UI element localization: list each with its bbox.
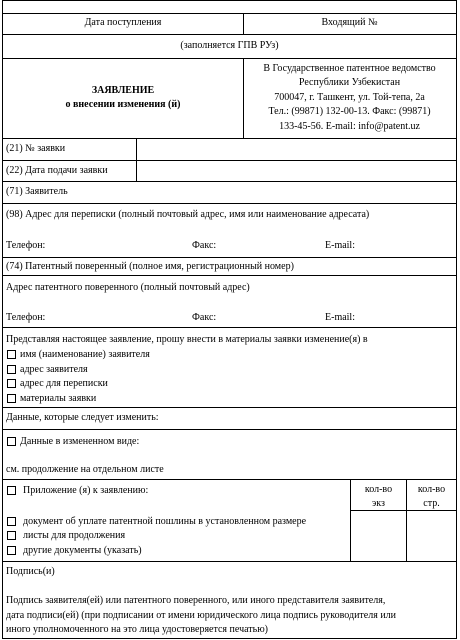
row-divider <box>3 58 456 59</box>
email-label: E-mail: <box>325 312 355 323</box>
signature-label: Подпись(и) <box>6 566 55 577</box>
application-form <box>2 0 457 639</box>
addressee-line: 133-45-56. E-mail: info@patent.uz <box>279 121 420 132</box>
signature-note: Подпись заявителя(ей) или патентного поверенного, или иного представителя заявителя, <box>6 595 386 606</box>
form-subtitle: о внесении изменения (й) <box>65 99 181 110</box>
filing-date-label: (22) Дата подачи заявки <box>6 165 108 176</box>
fax-label: Факс: <box>192 240 217 251</box>
option-label: адрес для переписки <box>20 378 108 389</box>
phone-label: Телефон: <box>6 312 46 323</box>
fax-label: Факс: <box>192 312 217 323</box>
phone-label: Телефон: <box>6 240 46 251</box>
correspondence-address-checkbox[interactable] <box>7 379 16 388</box>
fee-document-checkbox[interactable] <box>7 517 16 526</box>
copies-header: кол-во <box>364 484 393 495</box>
applicant-label: (71) Заявитель <box>6 186 68 197</box>
data-to-change-label: Данные, которые следует изменить: <box>6 412 159 423</box>
filing-date-field[interactable] <box>137 161 455 180</box>
row-divider <box>3 561 456 562</box>
signature-note: иного уполномоченного на это лица удостоверяется печатью) <box>6 624 269 635</box>
filled-by-note: (заполняется ГПВ РУз) <box>180 40 279 51</box>
addressee-line: Тел.: (99871) 132-00-13. Факс: (99871) <box>268 106 431 117</box>
attachment-label: документ об уплате патентной пошлины в установленном размере <box>23 516 307 527</box>
date-received-label: Дата поступления <box>84 17 162 28</box>
row-divider <box>3 327 456 328</box>
application-materials-checkbox[interactable] <box>7 394 16 403</box>
form-title: ЗАЯВЛЕНИЕ <box>91 85 155 96</box>
applicant-address-checkbox[interactable] <box>7 365 16 374</box>
row-divider <box>3 34 456 35</box>
addressee-line: Республики Узбекистан <box>298 77 401 88</box>
attorney-label: (74) Патентный поверенный (полное имя, регистрационный номер) <box>6 261 294 272</box>
continued-note: см. продолжение на отдельном листе <box>6 464 164 475</box>
row-divider <box>3 181 456 182</box>
incoming-number-label: Входящий № <box>321 17 378 28</box>
addressee-line: 700047, г. Ташкент, ул. Той-тепа, 2а <box>274 92 425 103</box>
correspondence-address-label: (98) Адрес для переписки (полный почтовый адрес, имя или наименование адресата) <box>6 209 370 220</box>
other-documents-checkbox[interactable] <box>7 546 16 555</box>
changes-intro: Представляя настоящее заявление, прошу внести в материалы заявки изменение(я) в <box>6 334 368 345</box>
application-number-field[interactable] <box>137 139 455 159</box>
attachment-label: другие документы (указать) <box>23 545 142 556</box>
attachments-label: Приложение (я) к заявлению: <box>23 485 149 496</box>
option-label: адрес заявителя <box>20 364 88 375</box>
option-label: материалы заявки <box>20 393 97 404</box>
attachment-label: листы для продолжения <box>23 530 126 541</box>
row-divider <box>3 407 456 408</box>
attachments-checkbox[interactable] <box>7 486 16 495</box>
email-label: E-mail: <box>325 240 355 251</box>
row-divider <box>3 275 456 276</box>
attorney-address-label: Адрес патентного поверенного (полный почтовый адрес) <box>6 282 250 293</box>
row-divider <box>3 257 456 258</box>
row-divider <box>3 479 456 480</box>
addressee-line: В Государственное патентное ведомство <box>263 63 436 74</box>
continuation-sheets-checkbox[interactable] <box>7 531 16 540</box>
applicant-name-checkbox[interactable] <box>7 350 16 359</box>
changed-data-label: Данные в измененном виде: <box>20 436 140 447</box>
header-divider <box>350 510 456 511</box>
row-divider <box>3 429 456 430</box>
copies-header-unit: экз <box>372 498 385 509</box>
changed-data-checkbox[interactable] <box>7 437 16 446</box>
row-divider <box>3 13 456 14</box>
application-number-label: (21) № заявки <box>6 143 66 154</box>
row-divider <box>3 203 456 204</box>
pages-header: кол-во <box>417 484 446 495</box>
signature-note: дата подписи(ей) (при подписании от имени юридического лица подпись руководителя или <box>6 610 397 621</box>
option-label: имя (наименование) заявителя <box>20 349 150 360</box>
pages-header-unit: стр. <box>423 498 440 509</box>
